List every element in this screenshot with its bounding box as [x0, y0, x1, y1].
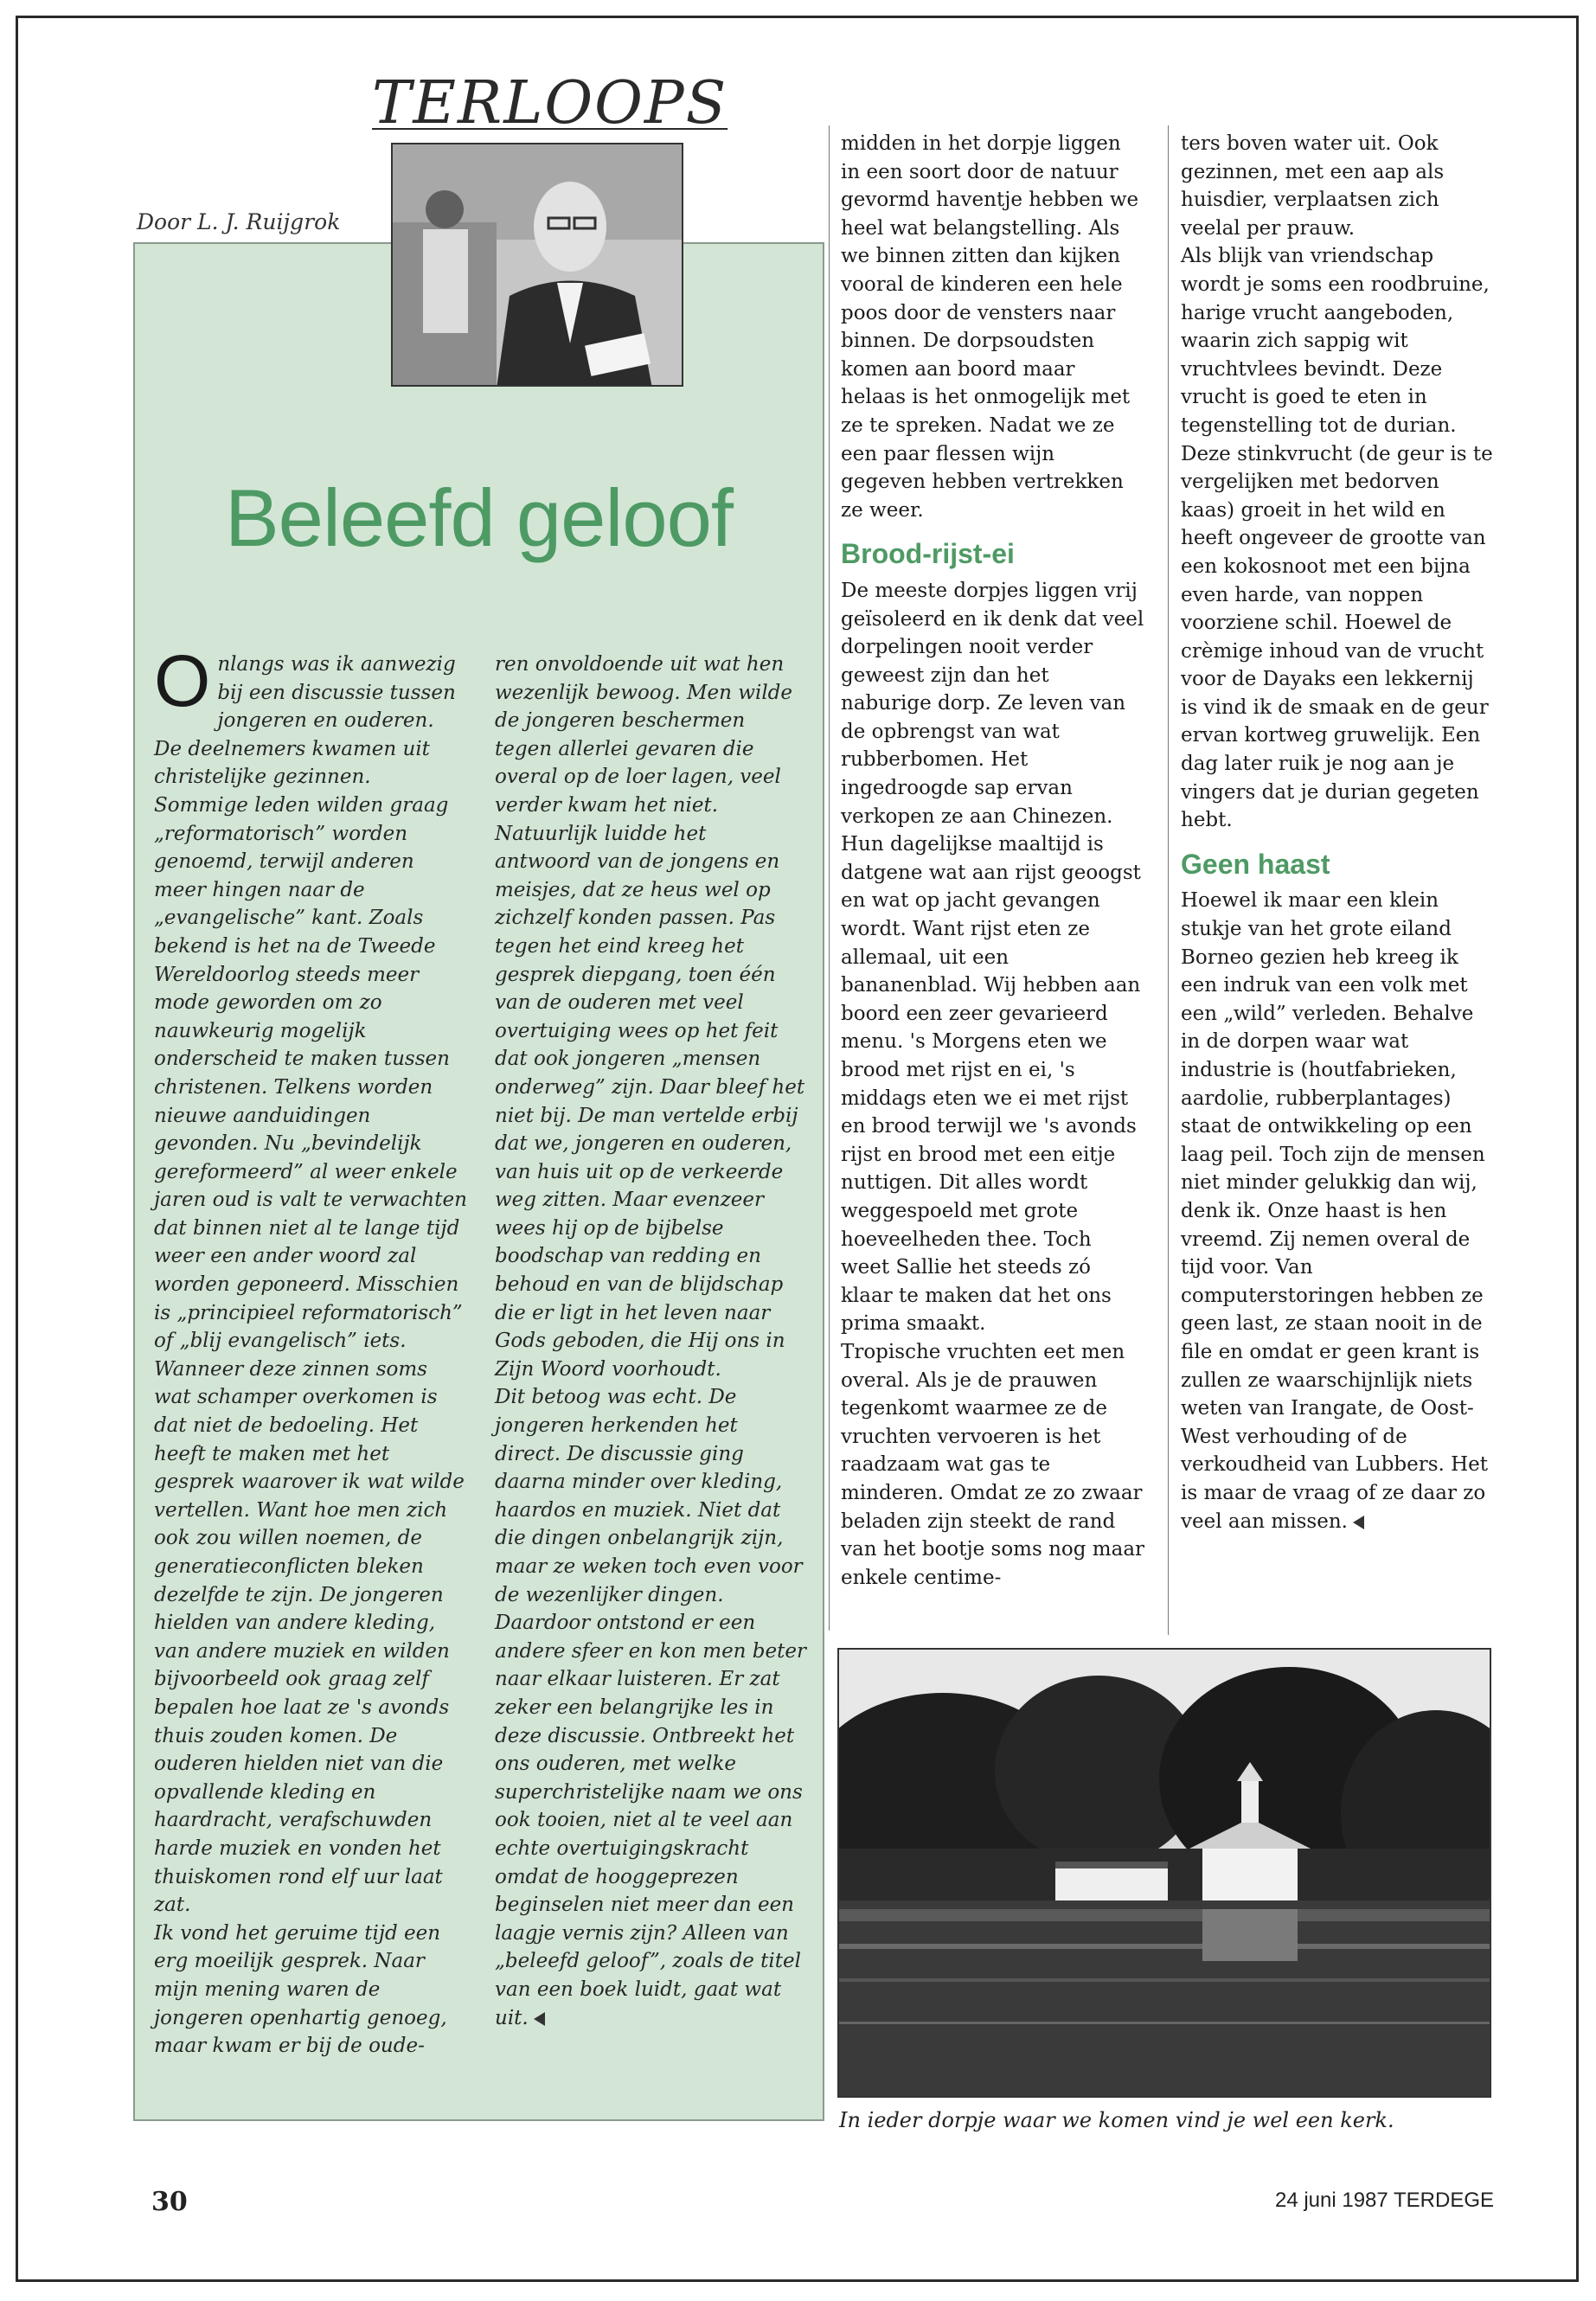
column-divider — [829, 125, 830, 1631]
paragraph-5: midden in het dorpje liggen in een soort door de natuur gevormd haventje hebben we heel wat belangstelling. Als we binnen zitten dan kijken vooral de kinderen een hele poos door de vensters naar binnen. De dorpsoudsten komen aan boord maar helaas is het onmogelijk met ze te spreken. Nadat we ze een paar flessen wijn gegeven hebben vertrekken ze weer. — [841, 132, 1139, 522]
page-number: 30 — [151, 2187, 188, 2217]
drop-cap: O — [154, 640, 211, 721]
column-divider — [1168, 125, 1169, 1635]
rubric-heading: TERLOOPS — [372, 69, 728, 138]
end-mark-icon — [534, 2012, 545, 2026]
paragraph-3: ren onvoldoende uit wat hen wezenlijk bewoog. Men wilde de jongeren beschermen tegen allerlei gevaren die overal op de loer lagen, veel verder kwam het niet. Natuurlijk luidde het antwoord van de jongens en meisjes, dat ze heus wel op zichzelf konden passen. Pas tegen het eind kreeg het gesprek diepgang, toen één van de ouderen met veel overtuiging wees op het feit dat ook jongeren „mensen onderweg” zijn. Daar bleef het niet bij. De man vertelde erbij dat we, jongeren en ouderen, van huis uit op de verkeerde weg zitten. Maar evenzeer wees hij op de bijbelse boodschap van redding en behoud en van de blijdschap die er ligt in het leven naar Gods geboden, die Hij ons in Zijn Woord voorhoudt. — [495, 653, 805, 1381]
column-3 — [841, 130, 1145, 1592]
paragraph-4: Dit betoog was echt. De jongeren herkenden het direct. De discussie ging daarna minder over kleding, haardos en muziek. Niet dat die dingen onbelangrijk zijn, maar ze weken toch even voor de wezenlijker dingen. Daardoor ontstond er een andere sfeer en kon men beter naar elkaar luisteren. Er zat zeker een belangrijke les in deze discussie. Ontbreekt het ons ouderen, met welke superchristelijke naam we ons ook tooien, niet al te veel aan echte overtuigingskracht omdat de hooggeprezen beginselen niet meer dan een laagje vernis zijn? Alleen van „beleefd geloof”, zoals de titel van een boek luidt, gaat wat uit. — [495, 1386, 806, 2029]
photo-caption: In ieder dorpje waar we komen vind je wel een kerk. — [839, 2108, 1394, 2132]
church-illustration — [839, 1650, 1491, 2098]
paragraph-9: Als blijk van vriendschap wordt je soms een roodbruine, harige vrucht aangeboden, waarin zich sappig wit vruchtvlees bevindt. Deze vrucht is goed te eten in tegenstelling tot de durian. Deze stinkvrucht (de geur is te vergelijken met bedorven kaas) groeit in het wild en heeft ongeveer de grootte van een kokosnoot met een bijna even harde, van noppen voorziene schil. Hoewel de crèmige inhoud van de vrucht voor de Dayaks een lekkernij is vind ik de smaak en de geur ervan kortweg gruwelijk. Een dag later ruik je nog aan je vingers dat je durian gegeten hebt. — [1181, 245, 1493, 832]
portrait-illustration — [393, 144, 683, 387]
column-4 — [1181, 130, 1494, 1535]
footer-date-publication: 24 juni 1987 TERDEGE — [1274, 2189, 1494, 2212]
paragraph-7: Tropische vruchten eet men overal. Als je de prauwen tegenkomt waarmee ze de vruchten vervoeren is het raadzaam wat gas te minderen. Omdat ze zo zwaar beladen zijn steekt de rand van het bootje soms nog maar enkele centime- — [841, 1340, 1145, 1589]
church-photo — [837, 1648, 1491, 2098]
paragraph-1: Onlangs was ik aanwezig bij een discussie tussen jongeren en ouderen. De deelnemers kwamen uit christelijke gezinnen. Sommige leden wilden graag „reformatorisch” worden genoemd, terwijl anderen meer hingen naar de „evangelische” kant. Zoals bekend is het na de Tweede Wereldoorlog steeds meer mode geworden om zo nauwkeurig mogelijk onderscheid te maken tussen christenen. Telkens worden nieuwe aanduidingen gevonden. Nu „bevindelijk gereformeerd” al weer enkele jaren oud is valt te verwachten dat binnen niet al te lange tijd weer een ander woord zal worden geponeerd. Misschien is „principieel reformatorisch” of „blij evangelisch” iets. Wanneer deze zinnen soms wat schamper overkomen is dat niet de bedoeling. Het heeft te maken met het gesprek waarover ik wat wilde vertellen. Want hoe men zich ook zou willen noemen, de generatieconflicten bleken dezelfde te zijn. De jongeren hielden van andere kleding, van andere muziek en wilden bijvoorbeeld ook graag zelf bepalen hoe laat ze 's avonds thuis zouden komen. De ouderen hielden niet van die opvallende kleding en haardracht, verafschuwden harde muziek en vonden het thuiskomen rond elf uur laat zat. — [154, 640, 467, 1917]
paragraph-8: ters boven water uit. Ook gezinnen, met een aap als huisdier, verplaatsen zich veelal per prauw. — [1181, 132, 1445, 240]
column-1 — [154, 640, 467, 2061]
column-2 — [495, 651, 808, 2032]
paragraph-2: Ik vond het geruime tijd een erg moeilijk gesprek. Naar mijn mening waren de jongeren openhartig genoeg, maar kwam er bij de oude- — [154, 1921, 447, 2058]
subheading-brood-rijst-ei: Brood-rijst-ei — [841, 538, 1015, 570]
article-title: Beleefd geloof — [224, 472, 734, 563]
paragraph-10: Hoewel ik maar een klein stukje van het grote eiland Borneo gezien heb kreeg ik een indruk van een volk met een „wild” verleden. Behalve in de dorpen waar wat industrie is (houtfabrieken, aardolie, rubberplantages) staat de ontwikkeling op een laag peil. Toch zijn de mensen niet minder gelukkig dan wij, denk ik. Onze haast is hen vreemd. Zij nemen overal de tijd voor. Van computerstoringen hebben ze geen last, ze staan nooit in de file en omdat er geen krant is zullen ze waarschijnlijk niets weten van Irangate, de Oost-West verhouding of de verkoudheid van Lubbers. Het is maar de vraag of ze daar zo veel aan missen. — [1181, 889, 1489, 1533]
paragraph-6: De meeste dorpjes liggen vrij geïsoleerd en ik denk dat veel dorpelingen nooit verder geweest zijn dan het naburige dorp. Ze leven van de opbrengst van wat rubberbomen. Het ingedroogde sap ervan verkopen ze aan Chinezen. Hun dagelijkse maaltijd is datgene wat aan rijst geoogst en wat op jacht gevangen wordt. Want rijst eten ze allemaal, uit een bananenblad. Wij hebben aan boord een zeer gevarieerd menu. 's Morgens eten we brood met rijst en ei, 's middags eten we ei met rijst en brood terwijl we 's avonds rijst en brood met een eitje nuttigen. Dit alles wordt weggespoeld met grote hoeveelheden thee. Toch weet Sallie het steeds zó klaar te maken dat het ons prima smaakt. — [841, 579, 1144, 1336]
subheading-geen-haast: Geen haast — [1181, 848, 1330, 880]
author-portrait-photo — [391, 143, 683, 387]
end-mark-icon — [1353, 1516, 1364, 1529]
byline: Door L. J. Ruijgrok — [137, 209, 341, 234]
